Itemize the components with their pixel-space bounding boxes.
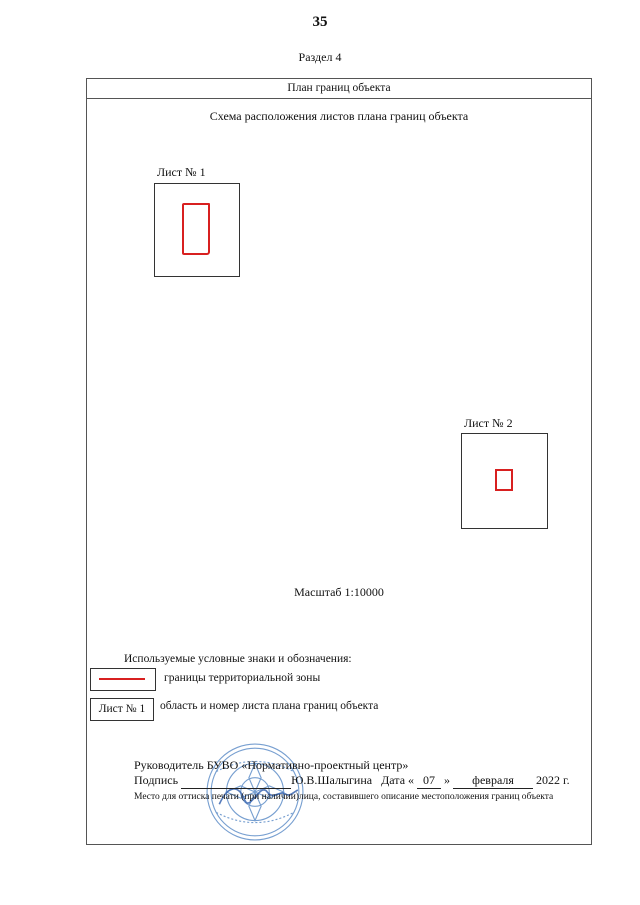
legend-area — [86, 78, 592, 845]
sheet-2-label: Лист № 2 — [464, 416, 513, 430]
signatory-position: Руководитель БУВО «Нормативно-проектный центр» — [134, 758, 409, 772]
signature-field — [181, 773, 291, 789]
date-label: Дата « — [381, 773, 415, 787]
signatory-name: Ю.В.Шалыгина — [291, 773, 373, 787]
page-number: 35 — [312, 14, 328, 30]
sheet-1-label: Лист № 1 — [157, 165, 206, 179]
date-day: 07 — [417, 773, 441, 789]
boundary-line-icon — [99, 678, 145, 680]
legend-sheet-text: область и номер листа плана границ объекта — [160, 700, 379, 712]
frame-title: План границ объекта — [87, 79, 591, 99]
legend-heading: Используемые условные знаки и обозначения: — [124, 653, 352, 665]
stamp-note: Место для оттиска печати (при наличии)лица, составившего описание местоположения границ объекта — [134, 792, 554, 802]
legend-sheet-swatch: Лист № 1 — [90, 698, 154, 721]
date-month: февраля — [453, 773, 533, 789]
signature-line — [134, 773, 570, 789]
date-year: 2022 г. — [536, 773, 570, 787]
section-label: Раздел 4 — [298, 50, 342, 64]
sign-label: Подпись — [134, 773, 179, 787]
date-quote: » — [444, 773, 451, 787]
scale-label: Масштаб 1:10000 — [294, 585, 384, 599]
legend-line-swatch — [90, 668, 156, 691]
legend-boundary-text: границы территориальной зоны — [164, 672, 321, 684]
scheme-title: Схема расположения листов плана границ объекта — [209, 109, 469, 123]
